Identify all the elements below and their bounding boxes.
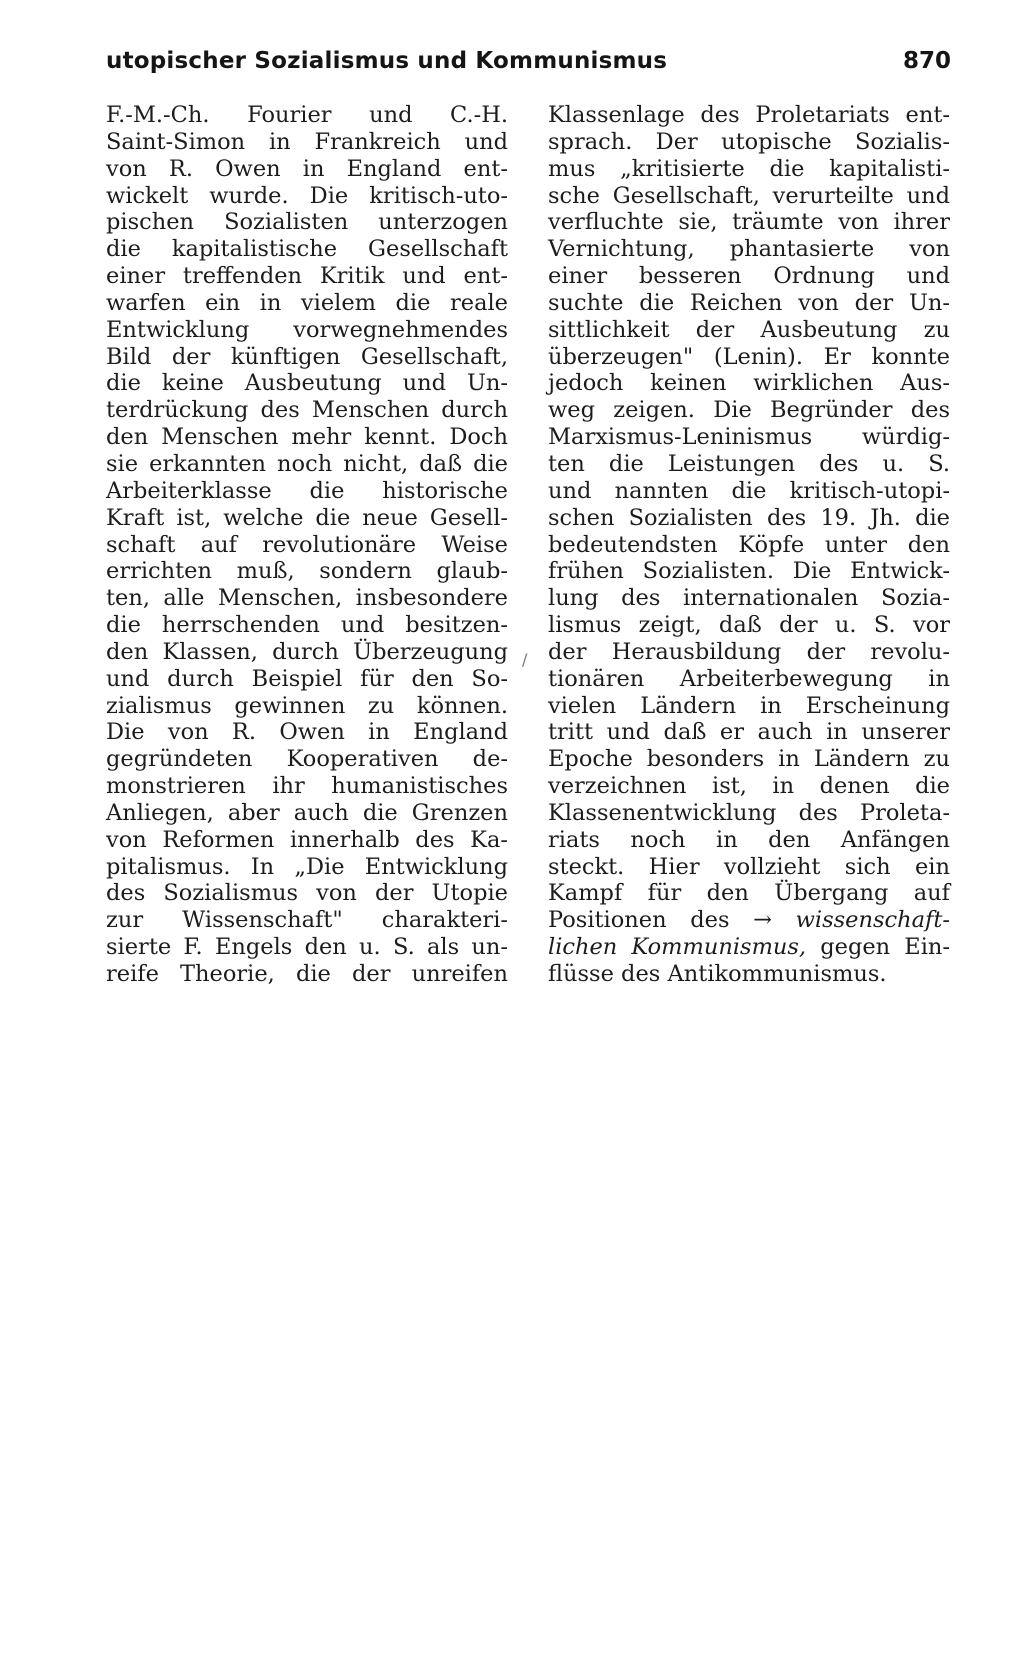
right-text-column <box>548 102 950 988</box>
text-line: bedeutendsten Köpfe unter den <box>548 531 950 558</box>
text-line: und nannten die kritisch-utopi- <box>548 477 950 504</box>
cross-reference-link-continued[interactable]: lichen Kommunismus, <box>548 934 807 961</box>
text-line: die kapitalistische Gesellschaft <box>106 236 508 263</box>
text-line: den Menschen mehr kennt. Doch <box>106 424 508 451</box>
text-segment: Positionen des → <box>548 907 796 934</box>
text-line: Klassenlage des Proletariats ent- <box>548 102 950 128</box>
text-line: suchte die Reichen von der Un- <box>548 289 950 316</box>
text-line: Arbeiterklasse die historische <box>106 477 508 504</box>
text-line: ten, alle Menschen, insbesondere <box>106 585 508 612</box>
text-line: die herrschenden und besitzen- <box>106 612 508 639</box>
text-line: terdrückung des Menschen durch <box>106 397 508 424</box>
text-line: Vernichtung, phantasierte von <box>548 236 950 263</box>
text-line-with-cross-reference <box>548 907 950 934</box>
text-line: der Herausbildung der revolu- <box>548 638 950 665</box>
text-line: sie erkannten noch nicht, daß die <box>106 450 508 477</box>
text-line: sittlichkeit der Ausbeutung zu <box>548 316 950 343</box>
text-line: riats noch in den Anfängen <box>548 826 950 853</box>
text-line: gegründeten Kooperativen de- <box>106 746 508 773</box>
text-line: von R. Owen in England ent- <box>106 155 508 182</box>
text-line: tritt und daß er auch in unserer <box>548 719 950 746</box>
text-line: die keine Ausbeutung und Un- <box>106 370 508 397</box>
text-line: verfluchte sie, träumte von ihrer <box>548 209 950 236</box>
text-line: zur Wissenschaft" charakteri- <box>106 907 508 934</box>
text-line: schaft auf revolutionäre Weise <box>106 531 508 558</box>
page-number: 870 <box>903 48 952 74</box>
text-line: Saint-Simon in Frankreich und <box>106 128 508 155</box>
text-line: flüsse des Antikommunismus. <box>548 961 887 987</box>
text-line: Marxismus-Leninismus würdig- <box>548 424 950 451</box>
text-line: schen Sozialisten des 19. Jh. die <box>548 504 950 531</box>
text-line: frühen Sozialisten. Die Entwick- <box>548 558 950 585</box>
text-line: weg zeigen. Die Begründer des <box>548 397 950 424</box>
text-line: sierte F. Engels den u. S. als un- <box>106 934 508 961</box>
text-line: F.-M.-Ch. Fourier und C.-H. <box>106 102 508 128</box>
text-line: errichten muß, sondern glaub- <box>106 558 508 585</box>
text-segment: gegen Ein- <box>806 934 950 961</box>
text-line: Die von R. Owen in England <box>106 719 508 746</box>
text-line: überzeugen" (Lenin). Er konnte <box>548 343 950 370</box>
text-line: steckt. Hier vollzieht sich ein <box>548 853 950 880</box>
text-line: wickelt wurde. Die kritisch-uto- <box>106 182 508 209</box>
text-line: mus „kritisierte die kapitalisti- <box>548 155 950 182</box>
text-line: verzeichnen ist, in denen die <box>548 773 950 800</box>
text-line: den Klassen, durch Überzeugung <box>106 638 508 665</box>
running-head-title: utopischer Sozialismus und Kommunismus <box>106 48 668 74</box>
text-line: Kampf für den Übergang auf <box>548 880 950 907</box>
text-line: tionären Arbeiterbewegung in <box>548 665 950 692</box>
text-line: jedoch keinen wirklichen Aus- <box>548 370 950 397</box>
text-line: Bild der künftigen Gesellschaft, <box>106 343 508 370</box>
text-line: sche Gesellschaft, verurteilte und <box>548 182 950 209</box>
text-line: einer besseren Ordnung und <box>548 263 950 290</box>
text-line: Anliegen, aber auch die Grenzen <box>106 799 508 826</box>
text-line: des Sozialismus von der Utopie <box>106 880 508 907</box>
text-line: monstrieren ihr humanistisches <box>106 773 508 800</box>
text-line: einer treffenden Kritik und ent- <box>106 263 508 290</box>
text-line: warfen ein in vielem die reale <box>106 289 508 316</box>
text-line: von Reformen innerhalb des Ka- <box>106 826 508 853</box>
text-line: zialismus gewinnen zu können. <box>106 692 508 719</box>
left-text-column <box>106 102 508 988</box>
margin-pencil-mark: / <box>522 650 528 669</box>
text-line: pitalismus. In „Die Entwicklung <box>106 853 508 880</box>
text-line: Entwicklung vorwegnehmendes <box>106 316 508 343</box>
text-line: lismus zeigt, daß der u. S. vor <box>548 612 950 639</box>
text-line: lung des internationalen Sozia- <box>548 585 950 612</box>
text-line: pischen Sozialisten unterzogen <box>106 209 508 236</box>
text-line: vielen Ländern in Erscheinung <box>548 692 950 719</box>
text-line: und durch Beispiel für den So- <box>106 665 508 692</box>
text-line: ten die Leistungen des u. S. <box>548 450 950 477</box>
text-line: Klassenentwicklung des Proleta- <box>548 799 950 826</box>
text-line-with-cross-reference <box>548 934 950 961</box>
text-line: Kraft ist, welche die neue Gesell- <box>106 504 508 531</box>
cross-reference-link[interactable]: wissenschaft- <box>795 907 950 934</box>
text-line: Epoche besonders in Ländern zu <box>548 746 950 773</box>
text-line: reife Theorie, die der unreifen <box>106 961 508 987</box>
text-line: sprach. Der utopische Sozialis- <box>548 128 950 155</box>
